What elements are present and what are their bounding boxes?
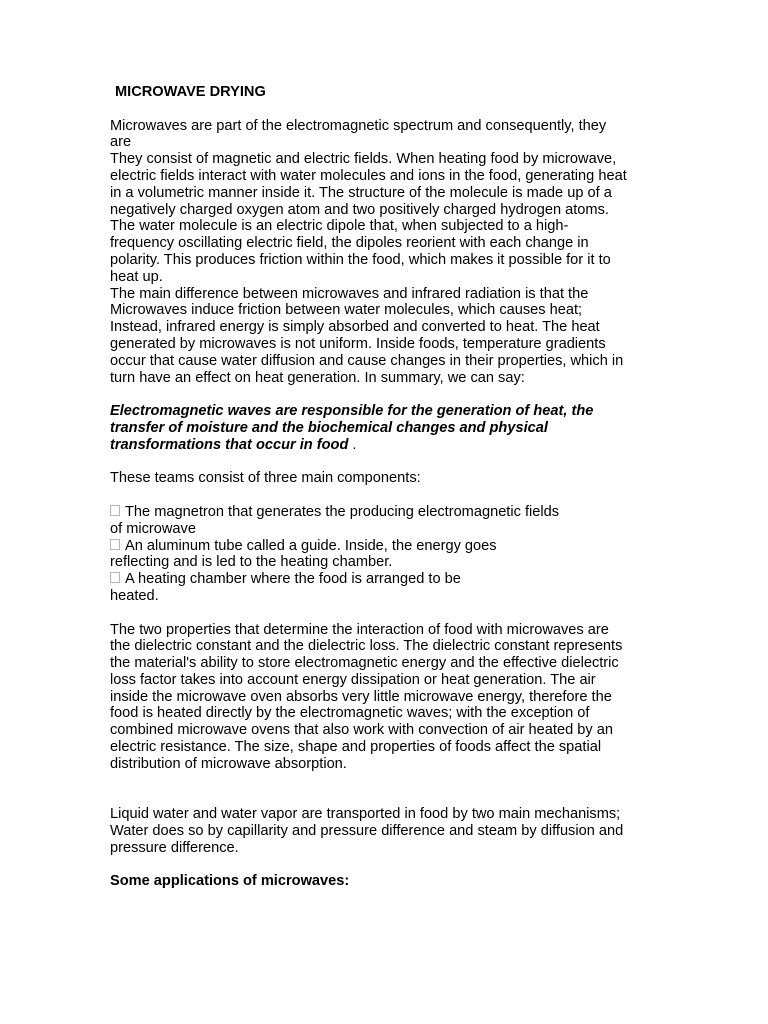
components-intro: These teams consist of three main components:	[110, 470, 421, 487]
text-line: combined microwave ovens that also work with convection of air heated by an	[110, 722, 613, 739]
bullet-box-icon	[110, 505, 120, 516]
text-line: Instead, infrared energy is simply absorbed and converted to heat. The heat	[110, 319, 600, 336]
text-line: food is heated directly by the electromagnetic waves; with the exception of	[110, 705, 590, 722]
text-line: Water does so by capillarity and pressure difference and steam by diffusion and	[110, 823, 624, 840]
list-item	[110, 538, 670, 555]
text-line: electric fields interact with water molecules and ions in the food, generating heat	[110, 167, 627, 184]
text-line: Microwaves induce friction between water molecules, which causes heat;	[110, 302, 583, 319]
text-line: They consist of magnetic and electric fields. When heating food by microwave,	[110, 151, 617, 168]
text-line: inside the microwave oven absorbs very little microwave energy, therefore the	[110, 688, 612, 705]
text-line: heat up.	[110, 268, 163, 285]
list-item	[110, 571, 670, 588]
spacer	[110, 487, 670, 504]
text-line: generated by microwaves is not uniform. Inside foods, temperature gradients	[110, 335, 606, 352]
spacer	[110, 605, 670, 622]
spacer	[110, 773, 670, 807]
emphasis-line-last	[110, 437, 670, 454]
document-title: MICROWAVE DRYING	[115, 84, 266, 100]
applications-heading: Some applications of microwaves:	[110, 873, 350, 890]
text-line: are	[110, 134, 132, 151]
text-line: pressure difference.	[110, 839, 239, 856]
text-line: distribution of microwave absorption.	[110, 755, 347, 772]
text-line: in a volumetric manner inside it. The structure of the molecule is made up of a	[110, 184, 612, 201]
text-line: Liquid water and water vapor are transported in food by two main mechanisms;	[110, 806, 621, 823]
list-item-text: The magnetron that generates the producing electromagnetic fields	[125, 503, 560, 520]
transport-paragraph	[110, 806, 670, 856]
text-line: The main difference between microwaves and infrared radiation is that the	[110, 285, 589, 302]
text-line: loss factor takes into account energy dissipation or heat generation. The air	[110, 671, 596, 688]
text-line: the dielectric constant and the dielectric loss. The dielectric constant represents	[110, 638, 623, 655]
list-item-continuation: heated.	[110, 587, 159, 604]
text-line: Microwaves are part of the electromagnetic spectrum and consequently, they	[110, 117, 607, 134]
list-item-continuation: reflecting and is led to the heating chamber.	[110, 554, 393, 571]
document-page	[110, 84, 670, 890]
bullet-box-icon	[110, 572, 120, 583]
list-item	[110, 504, 670, 521]
text-line: negatively charged oxygen atom and two positively charged hydrogen atoms.	[110, 201, 609, 218]
text-line: polarity. This produces friction within the food, which makes it possible for it to	[110, 251, 611, 268]
list-item-continuation: of microwave	[110, 520, 196, 537]
emphasis-text: transformations that occur in food	[110, 436, 349, 453]
spacer	[110, 857, 670, 874]
spacer	[110, 386, 670, 403]
spacer	[110, 454, 670, 471]
emphasis-paragraph	[110, 403, 670, 453]
text-line: The water molecule is an electric dipole that, when subjected to a high-	[110, 218, 569, 235]
emphasis-line: transfer of moisture and the biochemical changes and physical	[110, 419, 548, 436]
text-line: The two properties that determine the interaction of food with microwaves are	[110, 621, 609, 638]
text-line: turn have an effect on heat generation. In summary, we can say:	[110, 369, 525, 386]
text-line: electric resistance. The size, shape and properties of foods affect the spatial	[110, 739, 602, 756]
intro-paragraph	[110, 118, 670, 387]
text-line: frequency oscillating electric field, the dipoles reorient with each change in	[110, 235, 589, 252]
spacer	[110, 101, 670, 118]
emphasis-line: Electromagnetic waves are responsible for the generation of heat, the	[110, 403, 594, 420]
list-item-text: A heating chamber where the food is arranged to be	[125, 571, 461, 588]
emphasis-trailing: .	[348, 436, 357, 453]
components-list	[110, 504, 670, 605]
list-item-text: An aluminum tube called a guide. Inside, the energy goes	[125, 537, 497, 554]
bullet-box-icon	[110, 539, 120, 550]
text-line: the material's ability to store electromagnetic energy and the effective dielectric	[110, 655, 619, 672]
text-line: occur that cause water diffusion and cause changes in their properties, which in	[110, 352, 624, 369]
properties-paragraph	[110, 622, 670, 773]
